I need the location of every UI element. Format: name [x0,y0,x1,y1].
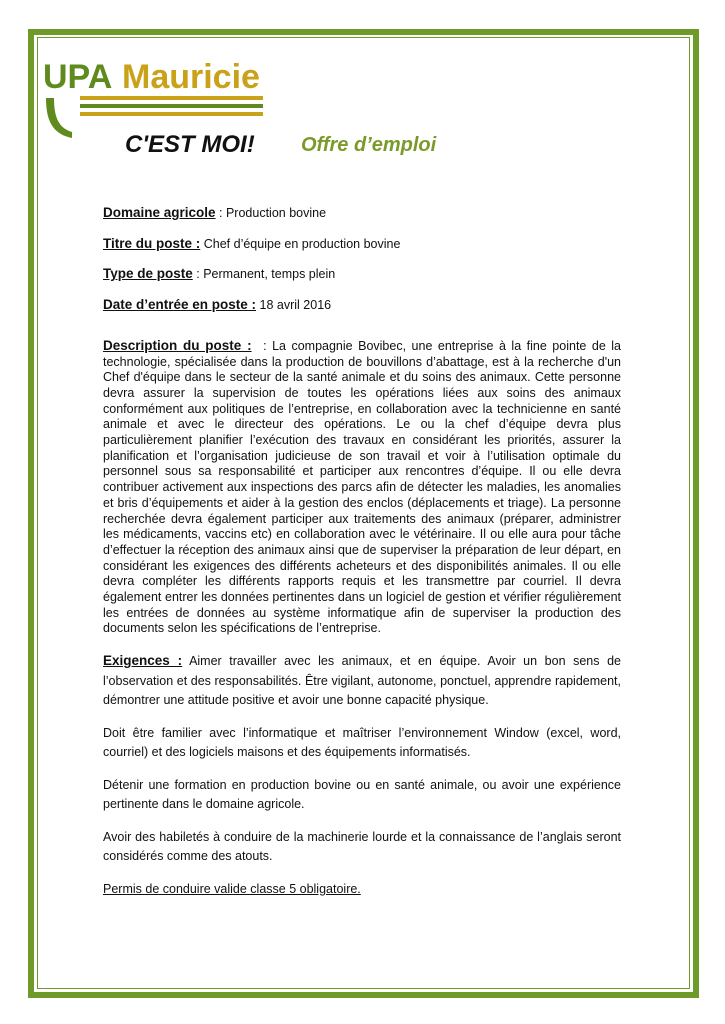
logo-stripe [80,96,263,100]
upa-mauricie-logo [40,58,272,168]
logo-stripe [80,104,263,108]
field-value: Chef d’équipe en production bovine [203,236,401,251]
logo-stripe [80,112,263,116]
logo-tagline: C'EST MOI! [125,131,255,158]
field-label: Titre du poste : [103,235,201,251]
field-value: 18 avril 2016 [259,298,332,313]
job-offer-content [103,205,621,899]
logo-upa-text: UPA [43,58,113,96]
driver-license-requirement: Permis de conduire valide classe 5 obligatoire. [103,881,361,896]
field-separator: : [192,267,204,282]
field-value: Production bovine [225,206,327,220]
field-label: Date d’entrée en poste : [103,297,257,313]
requirements-text: Aimer travailler avec les animaux, et en équipe. Avoir un bon sens de l’observation et des responsabilités. Être vigilant, autonome, ponctuel, apprendre rapidement, démontrer une attitude positive et avoir une bonne capacité physique. [103,654,621,708]
job-description [103,338,621,637]
field-job-type [103,266,621,283]
requirements-label: Exigences : [103,653,183,669]
description-text: La compagnie Bovibec, une entreprise à la fine pointe de la technologie, spécialisée dans la production de bouvillons d’abattage, est à la recherche d'un Chef d'équipe dans le secteur de la santé animale et du soins des animaux. Cette personne devra assurer la supervision de toutes les opérations liées aux soins des animaux conformément aux politiques de l’entreprise, en collaboration avec la technicienne en santé animale et avec le directeur des opérations. Le ou la chef d’équipe devra plus particulièrement planifier l’exécution des travaux en considérant les priorités, assurer la planification et l’organisation judicieuse de son travail et voir à l’utilisation optimale du personnel sous sa responsabilité et participer aux rencontres d’équipe. Il ou elle devra contribuer activement aux inspections des parcs afin de détecter les maladies, les anomalies et bris d’équipements et aider à la gestion des enclos (déplacements et triage). La personne recherchée devra également participer aux traitements des animaux (préparer, administrer les médicaments, vaccins etc) en collaboration avec le vétérinaire. Il ou elle aura pour tâche d’effectuer la réception des animaux ainsi que de superviser la préparation de leur départ, en considérant les exigences des différents acheteurs et des disponibilités animales. Il ou elle devra compléter les différents rapports requis et les transmettre par courriel. Il devra également entrer les données pertinentes dans un logiciel de gestion et vérifier régulièrement les entrées de données au système informatique afin de superviser la production des documents selon les spécifications de l’entreprise. [103,338,621,636]
description-separator: : [257,338,273,353]
field-domain [103,205,621,222]
field-job-title [103,236,621,253]
requirements [103,651,621,711]
offer-title: Offre d’emploi [301,134,437,156]
requirements-paragraph: Détenir une formation en production bovine ou en santé animale, ou avoir une expérience pertinente dans le domaine agricole. [103,777,621,812]
requirements-paragraph: Avoir des habiletés à conduire de la machinerie lourde et la connaissance de l’anglais seront considérés comme des atouts. [103,829,621,864]
field-value: Permanent, temps plein [203,267,336,282]
requirements-paragraph: Doit être familier avec l’informatique et maîtriser l’environnement Window (excel, word, courriel) et des logiciels maisons et des équipements informatisés. [103,725,621,760]
logo-mauricie-text: Mauricie [122,58,260,96]
field-separator: : [215,206,226,220]
description-label: Description du poste : [103,337,252,353]
logo-swoosh [46,98,72,138]
field-label: Type de poste [103,266,193,282]
field-label: Domaine agricole [103,205,216,220]
field-start-date [103,297,621,314]
